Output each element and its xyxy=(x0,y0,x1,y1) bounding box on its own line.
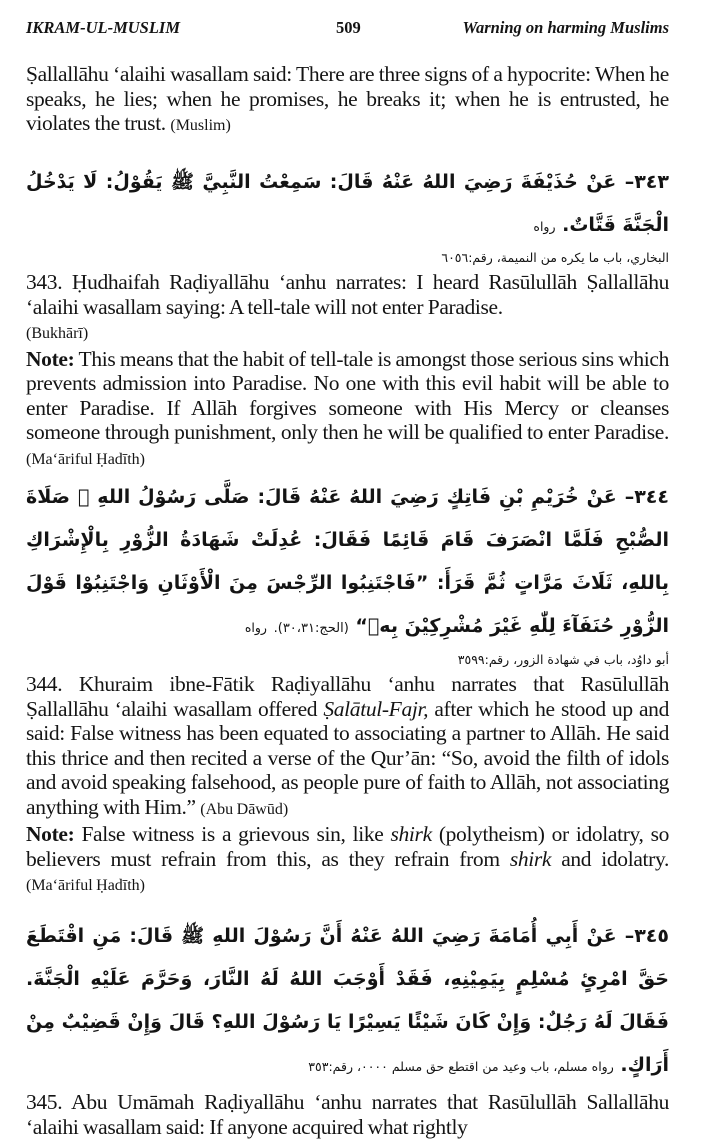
hadith-344-note-italic2: shirk xyxy=(509,846,552,871)
hadith-343-arabic-text: ٣٤٣– عَنْ حُذَيْفَةَ رَضِيَ اللهُ عَنْهُ قَالَ: سَمِعْتُ النَّبِيَّ ﷺ يَقُوْلُ: لَا يَدْخُلُ الْجَنَّةَ قَتَّاتٌ. xyxy=(26,171,669,236)
continuation-block xyxy=(26,62,669,139)
hadith-345-arabic xyxy=(26,915,669,1088)
hadith-344-note-label: Note: xyxy=(26,822,75,846)
hadith-344-arabic-text: ٣٤٤– عَنْ خُرَيْمِ بْنِ فَاتِكٍ رَضِيَ اللهُ عَنْهُ قَالَ: صَلَّى رَسُوْلُ اللهِ ﷺ صَلَاةَ الصُّبْحِ فَلَمَّا انْصَرَفَ قَامَ قَائِمًا فَقَالَ: عُدِلَتْ شَهَادَةُ الزُّوْرِ بِالْإِشْرَاكِ بِاللهِ، ثَلَاثَ مَرَّاتٍ ثُمَّ قَرَأَ: ”فَاجْتَنِبُوا الرِّجْسَ مِنَ الْأَوْثَانِ وَاجْتَنِبُوْا قَوْلَ الزُّوْرِ حُنَفَآءَ لِلّٰهِ غَيْرَ مُشْرِكِيْنَ بِهٖ“ xyxy=(26,486,669,637)
hadith-344-rawah: رواه xyxy=(244,620,267,635)
hadith-344-note-part3: and idolatry. xyxy=(561,846,669,871)
hadith-345-arabic-text: ٣٤٥– عَنْ أَبِي أُمَامَةَ رَضِيَ اللهُ عَنْهُ أَنَّ رَسُوْلَ اللهِ ﷺ قَالَ: مَنِ اقْتَطَعَ حَقَّ امْرِئٍ مُسْلِمٍ بِيَمِيْنِهِ، فَقَدْ أَوْجَبَ اللهُ لَهُ النَّارَ، وَحَرَّمَ عَلَيْهِ الْجَنَّةَ. فَقَالَ لَهُ رَجُلٌ: وَإِنْ كَانَ شَيْئًا يَسِيْرًا يَا رَسُوْلَ اللهِ؟ قَالَ وَإِنْ قَضِيْبٌ مِنْ أَرَاكٍ. xyxy=(26,925,669,1076)
hadith-345-arabic-reference: رواه مسلم، باب وعيد من اقتطع حق مسلم ٠٠٠٠، رقم:٣٥٣ xyxy=(308,1059,614,1074)
continuation-text: Ṣallallāhu ‘alaihi wasallam said: There are three signs of a hypocrite: When he speaks, he lies; when he promises, he breaks it; when he is entrusted, he violates the trust. xyxy=(26,62,669,135)
continuation-paragraph xyxy=(26,62,669,139)
book-title: IKRAM-UL-MUSLIM xyxy=(26,18,181,37)
hadith-343-rawah: رواه xyxy=(533,219,556,234)
hadith-343-arabic-reference: البخاري، باب ما يكره من النميمة، رقم:٦٠٥٦ xyxy=(441,250,669,265)
hadith-343-note-text: This means that the habit of tell-tale is amongst those serious sins which prevents admission into Paradise. No one with this evil habit will be able to enter Paradise. If Allāh forgives someone with His Mercy or cleanses someone through punishment, only then he will be qualified to enter Paradise. xyxy=(26,346,669,444)
hadith-344-note-italic1: shirk xyxy=(390,822,432,846)
hadith-344-note-part2: (polytheism) or idolatry, so believers must refrain from this, as they refrain from xyxy=(26,822,670,871)
hadith-344-translation-italic: Ṣalātul-Fajr, xyxy=(323,696,429,721)
hadith-344-source: (Abu Dāwūd) xyxy=(200,800,289,818)
chapter-title: Warning on harming Muslims xyxy=(462,18,669,37)
hadith-344-note-part1: False witness is a grievous sin, like xyxy=(81,822,384,846)
hadith-344-note xyxy=(26,822,669,899)
hadith-343-translation-text: 343. Ḥudhaifah Raḍiyallāhu ‘anhu narrates: I heard Rasūlullāh Ṣallallāhu ‘alaihi wasallam saying: A tell-tale will not enter Paradise. xyxy=(26,270,669,319)
page-number: 509 xyxy=(336,18,361,37)
hadith-344-note-source: (Ma‘āriful Ḥadīth) xyxy=(26,877,146,894)
hadith-344-ayah-reference: (الحج:٣٠،٣١). xyxy=(273,621,349,636)
hadith-344 xyxy=(26,476,669,899)
hadith-343-arabic xyxy=(26,161,669,248)
hadith-344-arabic xyxy=(26,476,669,650)
continuation-source: (Muslim) xyxy=(170,117,231,134)
hadith-343-note xyxy=(26,347,669,473)
hadith-344-arabic-reference: أبو داوُد، باب في شهادة الزور، رقم:٣٥٩٩ xyxy=(457,652,669,667)
hadith-345-translation: 345. Abu Umāmah Raḍiyallāhu ‘anhu narrates that Rasūlullāh Sallallāhu ‘alaihi wasallam said: If anyone acquired what rightly xyxy=(26,1090,669,1139)
hadith-344-translation-part2: after which he stood up and said: False witness has been equated to associating a partner to Allāh. He said this thrice and then recited a verse of the Qur’ān: “So, avoid the filth of idols and avoid speaking falsehood, as people pure of faith to Allāh, not associating anything with Him.” xyxy=(26,696,669,819)
hadith-343 xyxy=(26,161,669,472)
hadith-344-translation xyxy=(26,672,669,822)
hadith-344-translation-part1: 344. Khuraim ibne-Fātik Raḍiyallāhu ‘anhu narrates that Rasūlullāh Ṣallallāhu ‘alaihi wasallam offered xyxy=(26,672,669,721)
hadith-345 xyxy=(26,915,669,1139)
hadith-343-note-label: Note: xyxy=(26,346,75,371)
running-header xyxy=(26,18,669,42)
hadith-343-note-source: (Ma‘āriful Ḥadīth) xyxy=(26,450,146,468)
hadith-343-translation xyxy=(26,270,669,347)
hadith-343-source: (Bukhārī) xyxy=(26,325,89,342)
